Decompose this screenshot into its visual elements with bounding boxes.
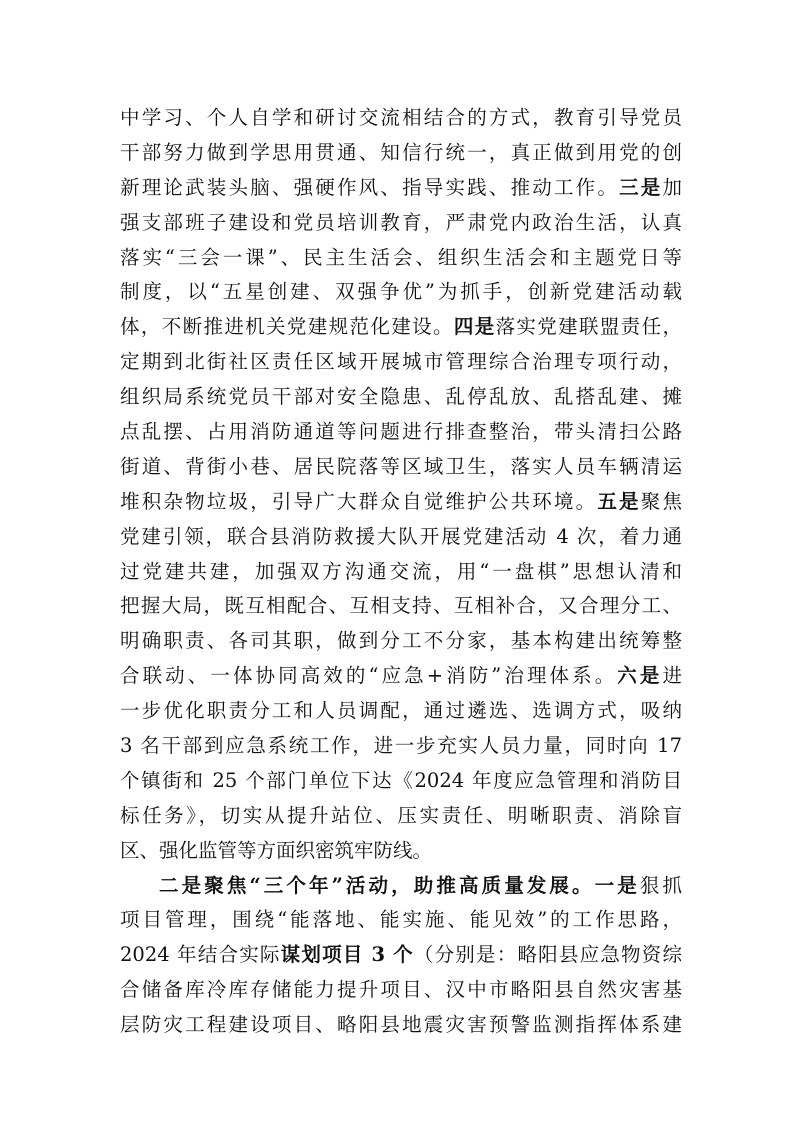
text-segment: 体，不断推进机关党建规范化建设。 [120,315,454,339]
text-segment: 落实“三会一课”、民主生活会、组织生活会和主题党日等 [120,245,682,269]
bold-text-segment: 五是 [597,489,641,513]
text-segment: 标任务》，切实从提升站位、压实责任、明晰职责、消除盲 [120,803,682,827]
text-line [120,555,682,590]
bold-text-segment: 二是聚焦“三个年”活动，助推高质量发展。一是 [159,873,640,897]
text-segment: 落实党建联盟责任， [495,315,682,339]
text-segment: 新理论武装头脑、强硬作风、指导实践、推动工作。 [120,175,620,199]
text-line [120,345,682,380]
body-text [120,101,682,1043]
text-line [120,694,682,729]
text-segment: 街道、背街小巷、居民院落等区域卫生，落实人员车辆清运 [120,454,682,478]
text-segment: 项目管理，围绕“能落地、能实施、能见效”的工作思路， [120,908,682,932]
text-segment: 合储备库冷库存储能力提升项目、汉中市略阳县自然灾害基 [120,978,682,1002]
text-segment: 点乱摆、占用消防通道等问题进行排查整治，带头清扫公路 [120,420,682,444]
text-line [120,973,682,1008]
text-segment: 层防灾工程建设项目、略阳县地震灾害预警监测指挥体系建 [120,1013,682,1037]
text-line [120,799,682,834]
text-line [120,380,682,415]
text-segment: 聚焦 [640,489,682,513]
text-segment: 2024 年结合实际 [120,943,281,967]
bold-text-segment: 谋划项目 3 个 [280,943,414,967]
text-segment: 加 [662,175,682,199]
text-segment: 党建引领，联合县消防救援大队开展党建活动 4 次，着力通 [120,524,682,548]
text-line [120,310,682,345]
text-line [120,764,682,799]
text-segment: 定期到北街社区责任区域开展城市管理综合治理专项行动， [120,350,682,374]
text-line [120,101,682,136]
bold-text-segment: 三是 [619,175,663,199]
text-line [120,136,682,171]
text-line [120,729,682,764]
text-segment: 合联动、一体协同高效的“应急+消防”治理体系。 [120,664,618,688]
text-segment: （分别是：略阳县应急物资综 [413,943,682,967]
text-segment: 进 [662,664,682,688]
text-line [120,520,682,555]
text-line [120,275,682,310]
text-segment: 强支部班子建设和党员培训教育，严肃党内政治生活，认真 [120,210,682,234]
text-line [120,485,682,520]
text-line [120,206,682,241]
text-segment: 个镇街和 25 个部门单位下达《2024 年度应急管理和消防目 [120,768,682,792]
text-line [120,903,682,938]
bold-text-segment: 四是 [453,315,496,339]
text-segment: 狠抓 [639,873,682,897]
text-line [120,1008,682,1043]
text-segment: 一步优化职责分工和人员调配，通过遴选、选调方式，吸纳 [120,699,682,723]
text-segment: 制度，以“五星创建、双强争优”为抓手，创新党建活动载 [120,280,682,304]
text-line [120,938,682,973]
text-line [120,869,682,904]
text-line [120,624,682,659]
text-segment: 过党建共建，加强双方沟通交流，用“一盘棋”思想认清和 [120,559,682,583]
text-line [120,450,682,485]
text-segment: 堆积杂物垃圾，引导广大群众自觉维护公共环境。 [120,489,598,513]
text-segment: 组织局系统党员干部对安全隐患、乱停乱放、乱搭乱建、摊 [120,385,682,409]
text-line [120,589,682,624]
text-line [120,834,682,869]
text-segment: 中学习、个人自学和研讨交流相结合的方式，教育引导党员 [120,106,682,129]
text-segment: 明确职责、各司其职，做到分工不分家，基本构建出统筹整 [120,629,682,653]
text-segment: 干部努力做到学思用贯通、知信行统一，真正做到用党的创 [120,140,682,164]
text-line [120,171,682,206]
text-segment: 区、强化监管等方面织密筑牢防线。 [120,838,433,862]
text-segment: 把握大局，既互相配合、互相支持、互相补合，又合理分工、 [120,594,682,618]
text-line [120,241,682,276]
bold-text-segment: 六是 [617,664,663,688]
text-line [120,415,682,450]
text-segment: 3 名干部到应急系统工作，进一步充实人员力量，同时向 17 [120,734,682,758]
text-line [120,659,682,694]
